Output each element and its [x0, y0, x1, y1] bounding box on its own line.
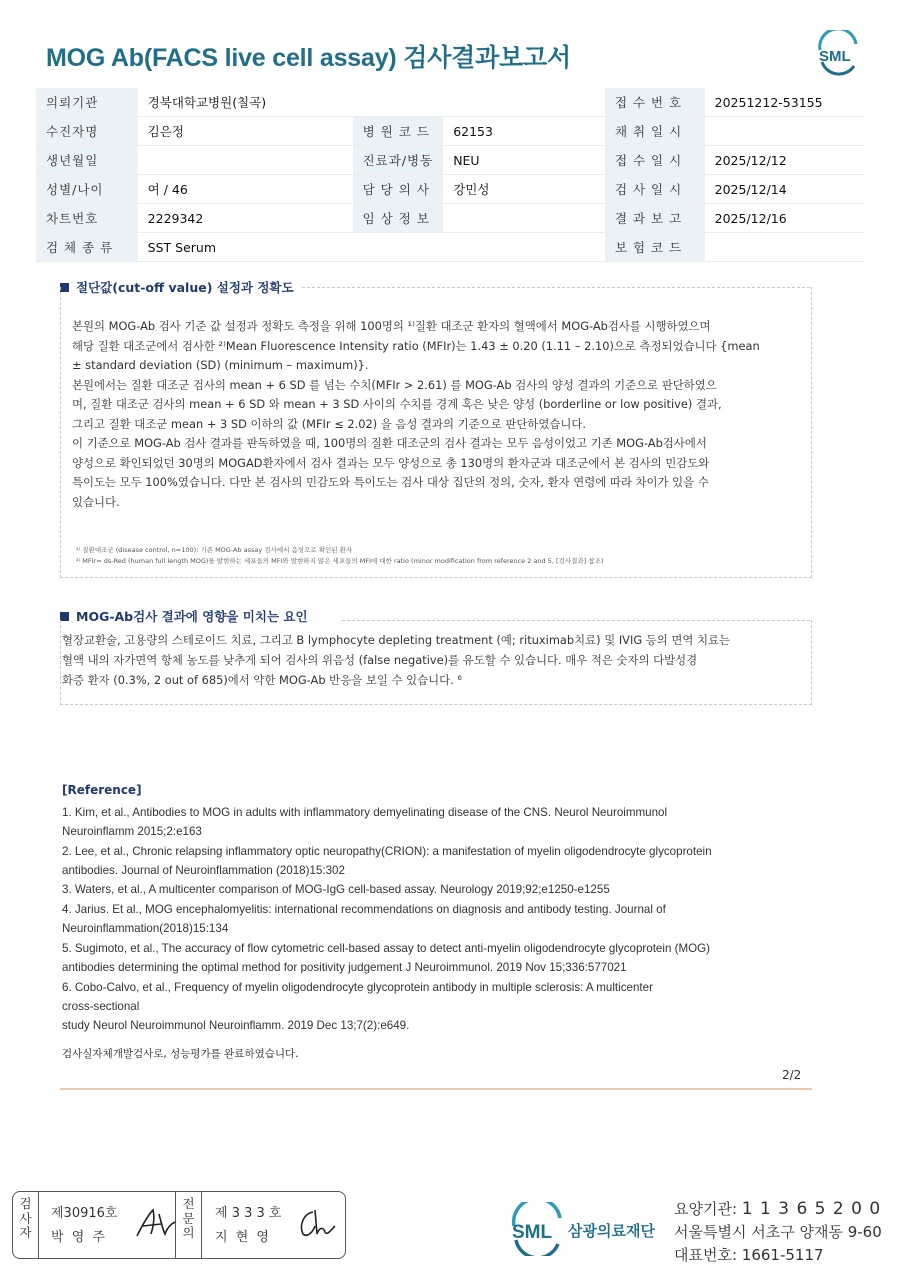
table-row [36, 117, 864, 146]
list-item: study Neurol Neuroimmunol Neuroinflamm. 2019 Dec 13;7(2):e649. [62, 1019, 410, 1032]
paragraph-line: 화증 환자 (0.3%, 2 out of 685)에서 약한 MOG-Ab 반응을 보일 수 있습니다. ⁶ [62, 673, 462, 687]
list-item: antibodies determining the optimal method for positivity judgement J Neuroimmunol. 2019 Nov 15;336:577021 [62, 961, 627, 974]
list-item: Neuroinflamm 2015;2:e163 [62, 825, 202, 838]
department-value: NEU [443, 146, 605, 175]
birth-value [138, 146, 353, 175]
list-item: 4. Jarius. Et al., MOG encephalomyelitis: international recommendations on diagnosis and antibody testing. Journal of [62, 903, 666, 916]
list-item: 2. Lee, et al., Chronic relapsing inflammatory optic neuropathy(CRION): a manifestation of myelin oligodendrocyte glycoprotein [62, 845, 712, 858]
sml-logo [814, 30, 862, 76]
tester-name: 박 영 주 [51, 1230, 107, 1245]
list-item: 5. Sugimoto, et al., The accuracy of flow cytometric cell-based assay to detect anti-myelin oligodendrocyte glycoprotein (MOG) [62, 942, 711, 955]
tester-license: 제30916호 [51, 1206, 118, 1221]
chart-no-value: 2229342 [138, 204, 353, 233]
table-row [36, 146, 864, 175]
paragraph-line: 혈액 내의 자가면역 항체 농도를 낮추게 되어 검사의 위음성 (false negative)를 유도할 수 있습니다. 매우 적은 숫자의 다발성경 [62, 653, 698, 667]
specimen-label: 검 체 종 류 [36, 233, 138, 262]
clinical-info-label: 임 상 정 보 [353, 204, 444, 233]
section-cutoff-heading: 절단값(cut-off value) 설정과 정확도 [60, 278, 294, 296]
report-date-label: 결 과 보 고 [605, 204, 705, 233]
receipt-no-value: 20251212-53155 [705, 88, 864, 117]
paragraph-line: ± standard deviation (SD) (minimum – maximum)}. [72, 358, 369, 372]
clinical-info-value [443, 204, 605, 233]
table-row [36, 204, 864, 233]
tester-signature-icon [133, 1206, 177, 1242]
hospital-code-value: 62153 [443, 117, 605, 146]
receipt-date-label: 접 수 일 시 [605, 146, 705, 175]
doctor-value: 강민성 [443, 175, 605, 204]
recipient-value: 김은정 [138, 117, 353, 146]
doctor-label: 담 당 의 사 [353, 175, 444, 204]
specialist-label: 전문의 [176, 1192, 202, 1258]
reference-heading: [Reference] [62, 783, 142, 797]
hospital-code-label: 병 원 코 드 [353, 117, 444, 146]
birth-label: 생년월일 [36, 146, 138, 175]
chart-no-label: 차트번호 [36, 204, 138, 233]
footnote: ¹⁾ 질환대조군 (disease control, n=100): 기존 MOG-Ab assay 검사에서 음성으로 확인된 환자 [76, 546, 353, 554]
paragraph-line: 있습니다. [72, 494, 120, 509]
collection-date-value [705, 117, 864, 146]
tester-label: 검사자 [13, 1192, 39, 1258]
sex-age-value: 여 / 46 [138, 175, 353, 204]
list-item: 6. Cobo-Calvo, et al., Frequency of myelin oligodendrocyte glycoprotein antibody in multiple sclerosis: A multicenter [62, 981, 653, 994]
paragraph-line: 본원에서는 질환 대조군 검사의 mean + 6 SD 를 넘는 수치(MFIr > 2.61) 를 MOG-Ab 검사의 양성 결과의 기준으로 판단하였으 [72, 377, 717, 392]
report-title: MOG Ab(FACS live cell assay) 검사결과보고서 [46, 44, 571, 72]
specialist-name: 지 현 영 [215, 1230, 271, 1245]
table-row [36, 175, 864, 204]
receipt-no-label: 접 수 번 호 [605, 88, 705, 117]
list-item: 3. Waters, et al., A multicenter comparison of MOG-IgG cell-based assay. Neurology 2019;92;e1250-e1255 [62, 883, 610, 896]
sex-age-label: 성별/나이 [36, 175, 138, 204]
paragraph-line: 특이도는 모두 100%였습니다. 다만 본 검사의 민감도와 특이도는 검사 대상 집단의 정의, 숫자, 환자 연령에 따라 차이가 있을 수 [72, 475, 709, 489]
patient-info-table [36, 88, 864, 262]
institution-code: 요양기관: 1 1 3 6 5 2 0 0 [674, 1199, 882, 1219]
test-date-value: 2025/12/14 [705, 175, 864, 204]
requesting-institution-value: 경북대학교병원(칠곡) [138, 88, 605, 117]
insurance-code-value [705, 233, 864, 262]
collection-date-label: 채 취 일 시 [605, 117, 705, 146]
specialist-signature-icon [295, 1206, 339, 1242]
department-label: 진료과/병동 [353, 146, 444, 175]
list-item: 1. Kim, et al., Antibodies to MOG in adults with inflammatory demyelinating disease of the CNS. Neurol Neuroimmunol [62, 806, 668, 819]
specialist-license: 제 3 3 3 호 [215, 1206, 282, 1221]
paragraph-line: 본원의 MOG-Ab 검사 기준 값 설정과 정확도 측정을 위해 100명의 ¹⁾질환 대조군 환자의 혈액에서 MOG-Ab검사를 시행하였으며 [72, 319, 711, 333]
list-item: antibodies. Journal of Neuroinflammation (2018)15:302 [62, 864, 345, 877]
table-row [36, 233, 864, 262]
page-number: 2/2 [782, 1068, 802, 1082]
report-date-value: 2025/12/16 [705, 204, 864, 233]
paragraph-line: 해당 질환 대조군에서 검사한 ²⁾Mean Fluorescence Intensity ratio (MFIr)는 1.43 ± 0.20 (1.11 – 2.10)으로 측정되었습니다 {mean [72, 338, 760, 353]
paragraph-line: 혈장교환술, 고용량의 스테로이드 치료, 그리고 B lymphocyte depleting treatment (예; rituximab치료) 및 IVIG 등의 면역 치료는 [62, 633, 731, 647]
test-date-label: 검 사 일 시 [605, 175, 705, 204]
sml-foundation-logo [508, 1202, 566, 1256]
section-factors-heading: MOG-Ab검사 결과에 영향을 미치는 요인 [60, 607, 308, 625]
specimen-value: SST Serum [138, 233, 605, 262]
footnote: ²⁾ MFIr= ds-Red (human full length MOG)를 발현하는 세포들의 MFI와 발현하지 않은 세포들의 MFI에 대한 ratio (minor modification from reference 2 and 5, [검사결과] 참조) [76, 557, 604, 565]
paragraph-line: 그리고 질환 대조군 mean + 3 SD 이하의 값 (MFIr ≤ 2.02) 을 음성 결과의 기준으로 판단하였습니다. [72, 416, 586, 431]
list-item: Neuroinflammation(2018)15:134 [62, 922, 229, 935]
address: 서울특별시 서초구 양재동 9-60 [674, 1223, 882, 1241]
validation-note: 검사실자체개발검사로, 성능평가를 완료하였습니다. [62, 1048, 299, 1060]
paragraph-line: 양성으로 확인되었던 30명의 MOGAD환자에서 검사 결과는 모두 양성으로 총 130명의 환자군과 대조군에서 본 검사의 민감도와 [72, 455, 710, 470]
signature-box [12, 1191, 346, 1259]
divider [60, 1088, 812, 1090]
paragraph-line: 이 기준으로 MOG-Ab 검사 결과를 판독하였을 때, 100명의 질환 대조군의 검사 결과는 모두 음성이었고 기존 MOG-Ab검사에서 [72, 436, 707, 450]
svg-text:SML: SML [819, 48, 851, 65]
table-row [36, 88, 864, 117]
recipient-label: 수진자명 [36, 117, 138, 146]
organization-name: 삼광의료재단 [568, 1222, 655, 1240]
requesting-institution-label: 의뢰기관 [36, 88, 138, 117]
list-item: cross-sectional [62, 1000, 140, 1013]
receipt-date-value: 2025/12/12 [705, 146, 864, 175]
paragraph-line: 며, 질환 대조군 검사의 mean + 6 SD 와 mean + 3 SD 사이의 수치를 경계 혹은 낮은 양성 (borderline or low positive) 결과, [72, 397, 722, 411]
phone-number: 대표번호: 1661-5117 [674, 1246, 824, 1264]
svg-text:SML: SML [512, 1222, 553, 1243]
insurance-code-label: 보 험 코 드 [605, 233, 705, 262]
